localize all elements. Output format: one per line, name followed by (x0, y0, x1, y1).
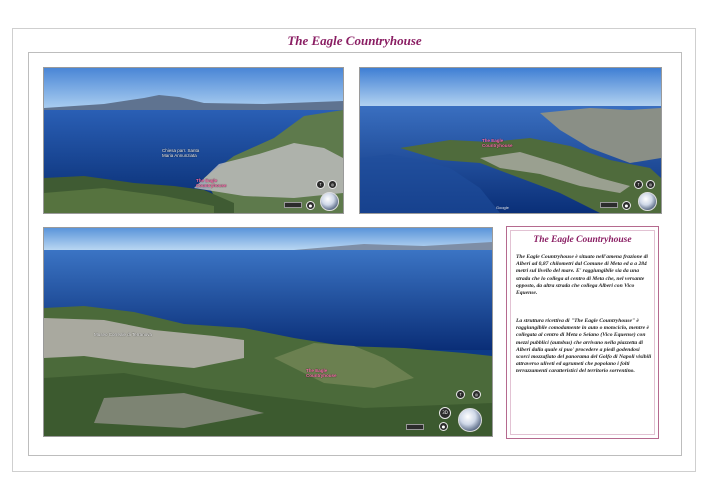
google-attribution: Google (496, 205, 509, 210)
description-paragraph-1: The Eagle Countryhouse è situato nell'amena frazione di Alberi ad 0,87 chilometri dal Comune di Meta ed a a 284 metri sul livello del mare. E' raggiungibile sia da una strada che lo collega al centro di Meta che, nel versante opposto, da altra strada che collega Alberi con Vico Equense. (516, 254, 648, 297)
compass-icon[interactable]: ↑ (634, 180, 643, 189)
scale-bar (284, 202, 302, 208)
street-view-icon[interactable]: ● (622, 201, 631, 210)
pin-label-eagle[interactable]: The Eagle Countryhouse (306, 368, 337, 378)
scale-bar (600, 202, 618, 208)
aerial-view-top-right[interactable] (359, 67, 662, 214)
globe-icon[interactable] (638, 192, 657, 211)
compass-icon[interactable]: ↑ (456, 390, 465, 399)
globe-icon[interactable] (458, 408, 482, 432)
aerial-image-top-left (44, 68, 343, 213)
globe-icon[interactable] (320, 192, 339, 211)
pin-label-eagle[interactable]: The Eagle Countryhouse (196, 178, 227, 188)
location-icon[interactable]: ◎ (472, 390, 481, 399)
aerial-view-top-left[interactable] (43, 67, 344, 214)
street-view-icon[interactable]: ● (439, 422, 448, 431)
description-paragraph-2: La struttura ricettiva di "The Eagle Countryhouse" è raggiungibile comodamente in auto o motociclo, mentre è collegata al centro di Meta o Seiano (Vico Equense) con mezzi pubblici (autobus) che arrivano nella piazzetta di Alberi dalla quale si puo' procedere a piedi godendosi scorci mozzafiato del panorama del Golfo di Napoli visibili attraverso uliveti ed agrumeti che popolano i folti terrazzamenti caratteristici del territorio sorrentino. (516, 318, 652, 375)
scale-bar (406, 424, 424, 430)
compass-icon[interactable]: ↑ (316, 180, 325, 189)
3d-button[interactable]: 3D (439, 407, 451, 419)
location-icon[interactable]: ◎ (328, 180, 337, 189)
map-label: Museo Correale di Terranova (94, 332, 152, 337)
location-icon[interactable]: ◎ (646, 180, 655, 189)
map-label: Chiesa parr. Santa Maria Annunziata (162, 148, 200, 158)
pin-label-eagle[interactable]: The Eagle Countryhouse (482, 138, 513, 148)
page-title: The Eagle Countryhouse (287, 33, 422, 48)
aerial-view-bottom[interactable] (43, 227, 493, 437)
street-view-icon[interactable]: ● (306, 201, 315, 210)
description-box (506, 226, 659, 439)
description-title: The Eagle Countryhouse (533, 235, 632, 245)
